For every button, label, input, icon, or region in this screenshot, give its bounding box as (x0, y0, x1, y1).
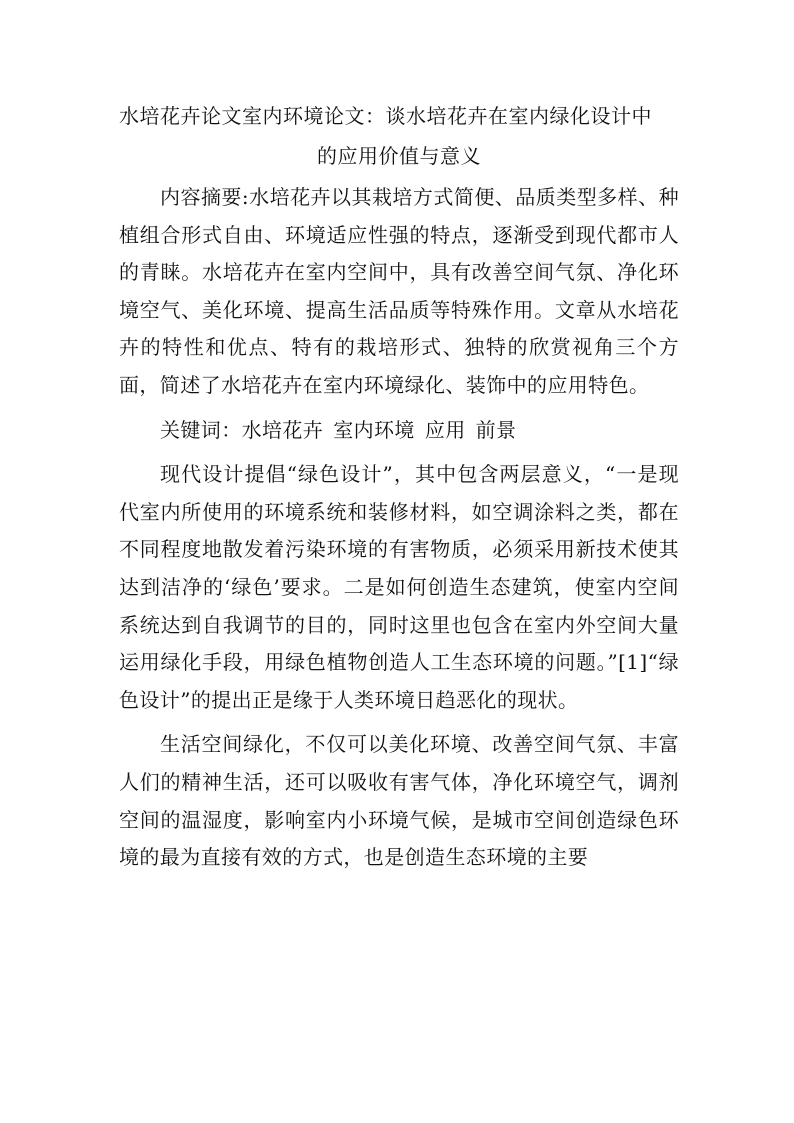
abstract-paragraph (119, 179, 679, 405)
title-line-1: 水培花卉论文室内环境论文：谈水培花卉在室内绿化设计中 (119, 104, 652, 128)
body-paragraph-1: 现代设计提倡“绿色设计”，其中包含两层意义，“一是现代室内所使用的环境系统和装修材料，如空调涂料之类，都在不同程度地散发着污染环境的有害物质，必须采用新技术使其达到洁净的‘绿色’要求。二是如何创造生态建筑，使室内空间系统达到自我调节的目的，同时这里也包含在室内外空间大量运用绿化手段，用绿色植物创造人工生态环境的问题。”[1]“绿色设计”的提出正是缘于人类环境日趋恶化的现状。 (119, 462, 679, 712)
title-line-2: 的应用价值与意义 (317, 144, 481, 168)
abstract-text: 水培花卉以其栽培方式简便、品质类型多样、种植组合形式自由、环境适应性强的特点，逐渐受到现代都市人的青睐。水培花卉在室内空间中，具有改善空间气氛、净化环境空气、美化环境、提高生活品质等特殊作用。文章从水培花卉的特性和优点、特有的栽培形式、独特的欣赏视角三个方面，简述了水培花卉在室内环境绿化、装饰中的应用特色。 (119, 185, 679, 397)
keyword-item: 应用 (424, 417, 466, 442)
body-paragraph-2: 生活空间绿化，不仅可以美化环境、改善空间气氛、丰富人们的精神生活，还可以吸收有害气体，净化环境空气，调剂空间的温湿度，影响室内小环境气候，是城市空间创造绿色环境的最为直接有效的方式，也是创造生态环境的主要 (119, 732, 679, 870)
keywords-paragraph (119, 412, 679, 450)
document-title (119, 96, 679, 176)
keyword-item: 水培花卉 (241, 417, 324, 442)
keyword-item: 前景 (475, 417, 517, 442)
keyword-item: 室内环境 (333, 417, 415, 442)
keywords-label: 关键词： (160, 417, 242, 442)
document-page (119, 96, 679, 877)
abstract-label: 内容摘要: (160, 185, 250, 209)
